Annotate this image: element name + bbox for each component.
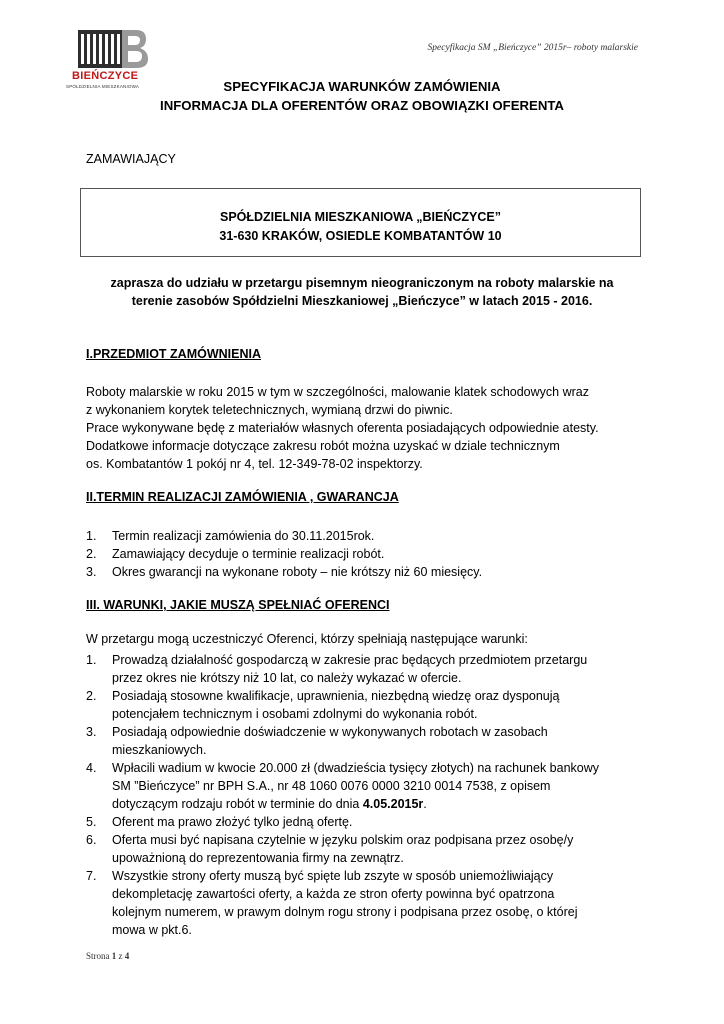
list-text: Okres gwarancji na wykonane roboty – nie krótszy niż 60 miesięcy.: [112, 565, 483, 579]
deposit-text: dotyczącym rodzaju robót w terminie do dnia: [112, 797, 363, 811]
list-item: [86, 651, 666, 687]
list-line: [112, 795, 666, 813]
list-item: [86, 867, 666, 939]
list-number: 5.: [86, 815, 97, 829]
deadline-list: [86, 527, 666, 581]
list-item: [86, 759, 666, 813]
body-line: Dodatkowe informacje dotyczące zakresu robót można uzyskać w dziale technicznym: [86, 439, 560, 453]
list-line: upoważnioną do reprezentowania firmy na zewnątrz.: [112, 851, 404, 865]
list-number: 2.: [86, 689, 97, 703]
organization-address: 31-630 KRAKÓW, OSIEDLE KOMBATANTÓW 10: [219, 229, 502, 243]
body-line: z wykonaniem korytek teletechnicznych, wymianą drzwi do piwnic.: [86, 403, 453, 417]
page-current: 1: [111, 951, 117, 961]
deposit-deadline: 4.05.2015r: [362, 797, 424, 811]
list-number: 2.: [86, 547, 97, 561]
list-line: mieszkaniowych.: [112, 743, 207, 757]
page-number: [86, 951, 129, 961]
invitation-line: terenie zasobów Spółdzielni Mieszkaniowej „Bieńczyce” w latach 2015 - 2016.: [131, 294, 593, 308]
list-number: 1.: [86, 529, 97, 543]
list-item: [86, 687, 666, 723]
page-prefix: Strona: [86, 951, 112, 961]
list-text: Termin realizacji zamówienia do 30.11.2015rok.: [112, 529, 375, 543]
logo-subtitle: SPÓŁDZIELNIA MIESZKANIOWA: [66, 84, 140, 89]
list-line: Oferta musi być napisana czytelnie w języku polskim oraz podpisana przez osobę/y: [112, 833, 574, 847]
section-heading-deadline: II.TERMIN REALIZACJI ZAMÓWIENIA , GWARANCJA: [86, 490, 399, 504]
list-line: przez okres nie krótszy niż 10 lat, co należy wykazać w ofercie.: [112, 671, 462, 685]
list-number: 6.: [86, 833, 97, 847]
list-line: kolejnym numerem, w prawym dolnym rogu strony i podpisana przez osobę, o której: [112, 905, 578, 919]
section-heading-conditions: III. WARUNKI, JAKIE MUSZĄ SPEŁNIAĆ OFERENCI: [86, 598, 390, 612]
list-line: potencjałem technicznym i osobami zdolnymi do wykonania robót.: [112, 707, 478, 721]
list-line: Oferent ma prawo złożyć tylko jedną ofertę.: [112, 815, 353, 829]
list-item: [86, 545, 666, 563]
list-item: [86, 527, 666, 545]
list-line: Prowadzą działalność gospodarczą w zakresie prac będących przedmiotem przetargu: [112, 653, 588, 667]
list-line: Posiadają stosowne kwalifikacje, uprawnienia, niezbędną wiedzę oraz dysponują: [112, 689, 560, 703]
running-header: Specyfikacja SM „Bieńczyce” 2015r– roboty malarskie: [427, 43, 638, 53]
list-line: dekompletację zawartości oferty, a każda ze stron oferty powinna być opatrzona: [112, 887, 555, 901]
page-separator: z: [116, 951, 125, 961]
list-item: [86, 831, 666, 867]
list-line: Wpłacili wadium w kwocie 20.000 zł (dwadzieścia tysięcy złotych) na rachunek bankowy: [112, 761, 600, 775]
list-line: mowa w pkt.6.: [112, 923, 192, 937]
page-total: 4: [124, 951, 130, 961]
invitation-line: zaprasza do udziału w przetargu pisemnym nieograniczonym na roboty malarskie na: [110, 276, 614, 290]
body-line: Prace wykonywane będę z materiałów własnych oferenta posiadających odpowiednie atesty.: [86, 421, 599, 435]
list-item: [86, 813, 666, 831]
logo-wordmark: BIEŃCZYCE: [72, 70, 139, 82]
list-line: Posiadają odpowiednie doświadczenie w wykonywanych robotach w zasobach: [112, 725, 548, 739]
ordering-party-label: ZAMAWIAJĄCY: [86, 152, 176, 166]
document-subtitle: INFORMACJA DLA OFERENTÓW ORAZ OBOWIĄZKI OFERENTA: [160, 98, 564, 113]
section-heading-subject: I.PRZEDMIOT ZAMÓWNIENIA: [86, 347, 261, 361]
list-number: 3.: [86, 725, 97, 739]
list-item: [86, 723, 666, 759]
list-number: 7.: [86, 869, 97, 883]
ordering-party-box: [80, 188, 641, 257]
deposit-suffix: .: [423, 797, 427, 811]
list-line: Wszystkie strony oferty muszą być spięte lub zszyte w sposób uniemożliwiający: [112, 869, 554, 883]
list-item: [86, 563, 666, 581]
list-line: SM ”Bieńczyce” nr BPH S.A., nr 48 1060 0076 0000 3210 0014 7538, z opisem: [112, 779, 551, 793]
body-line: Roboty malarskie w roku 2015 w tym w szczególności, malowanie klatek schodowych wraz: [86, 385, 589, 399]
section-subject-body: [86, 383, 656, 473]
organization-name: SPÓŁDZIELNIA MIESZKANIOWA „BIEŃCZYCE”: [219, 210, 502, 224]
conditions-list: [86, 651, 666, 939]
conditions-intro: W przetargu mogą uczestniczyć Oferenci, którzy spełniają następujące warunki:: [86, 632, 528, 646]
list-number: 1.: [86, 653, 97, 667]
list-text: Zamawiający decyduje o terminie realizacji robót.: [112, 547, 385, 561]
document-title: SPECYFIKACJA WARUNKÓW ZAMÓWIENIA: [223, 79, 501, 94]
list-number: 4.: [86, 761, 97, 775]
list-number: 3.: [86, 565, 97, 579]
body-line: os. Kombatantów 1 pokój nr 4, tel. 12-349-78-02 inspektorzy.: [86, 457, 423, 471]
